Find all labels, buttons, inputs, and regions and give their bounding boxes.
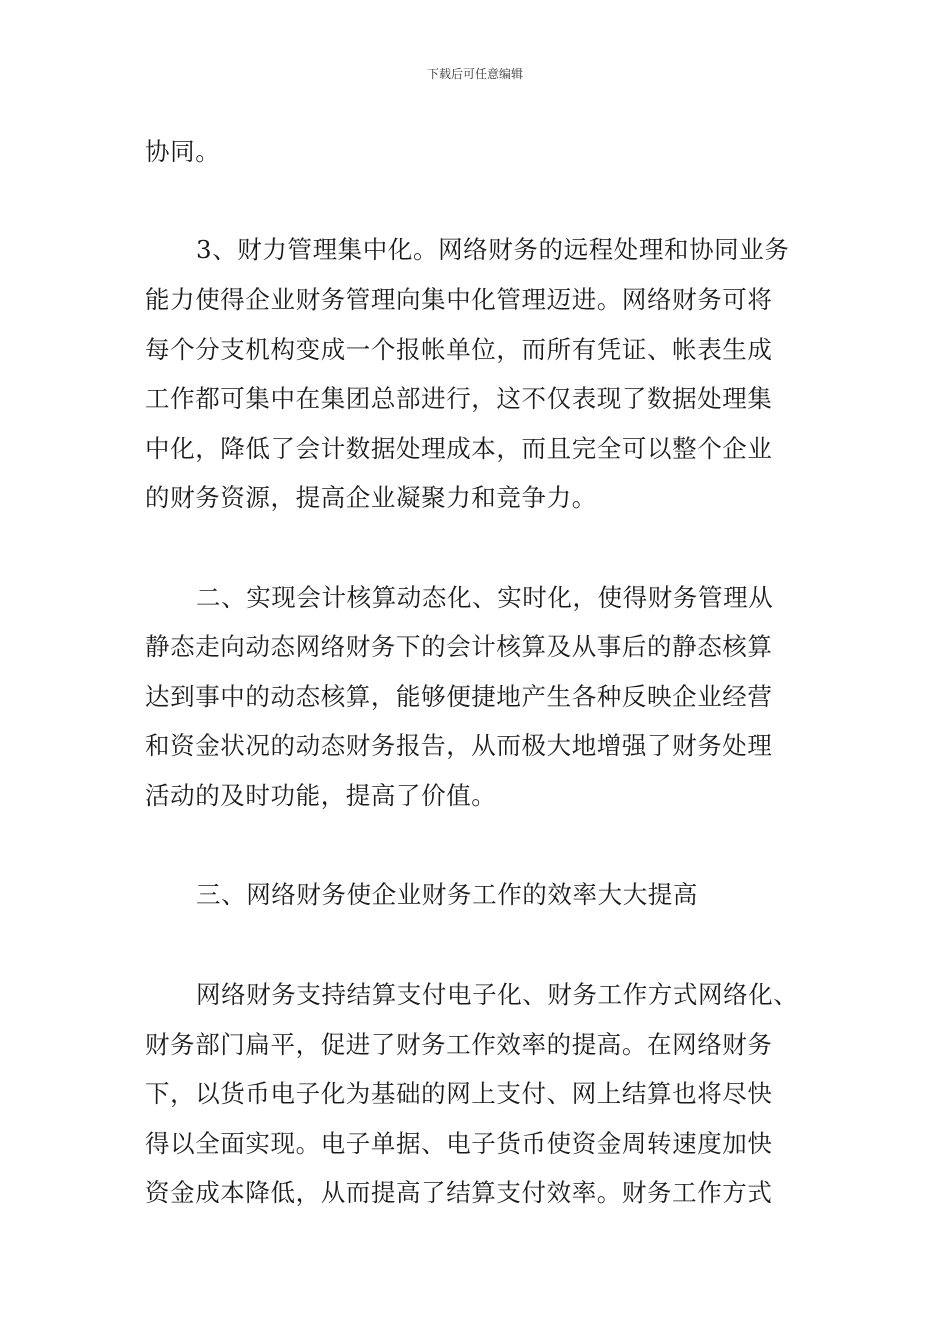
text-line: 能力使得企业财务管理向集中化管理迈进。网络财务可将 [145,285,773,314]
text-line: 3、财力管理集中化。网络财务的远程处理和协同业务 [196,235,790,264]
text-line: 活动的及时功能，提高了价值。 [145,781,497,810]
text-line: 中化，降低了会计数据处理成本，而且完全可以整个企业 [145,434,773,463]
text-line: 财务部门扁平，促进了财务工作效率的提高。在网络财务 [145,1030,773,1059]
text-line: 工作都可集中在集团总部进行，这不仅表现了数据处理集 [145,384,773,413]
text-line: 和资金状况的动态财务报告，从而极大地增强了财务处理 [145,731,773,760]
text-line: 下，以货币电子化为基础的网上支付、网上结算也将尽快 [145,1079,773,1108]
text-line: 静态走向动态网络财务下的会计核算及从事后的静态核算 [145,632,773,661]
text-line: 达到事中的动态核算，能够便捷地产生各种反映企业经营 [145,682,773,711]
text-line: 的财务资源，提高企业凝聚力和竞争力。 [145,483,597,512]
text-line: 得以全面实现。电子单据、电子货币使资金周转速度加快 [145,1129,773,1158]
text-line: 二、实现会计核算动态化、实时化，使得财务管理从 [196,583,774,612]
text-line: 资金成本降低，从而提高了结算支付效率。财务工作方式 [145,1178,773,1207]
page-header: 下载后可任意编辑 [426,67,523,81]
section-heading: 三、网络财务使企业财务工作的效率大大提高 [196,880,698,909]
text-line: 每个分支机构变成一个报帐单位，而所有凭证、帐表生成 [145,335,773,364]
text-line: 网络财务支持结算支付电子化、财务工作方式网络化、 [196,980,799,1009]
text-line: 协同。 [145,137,221,166]
